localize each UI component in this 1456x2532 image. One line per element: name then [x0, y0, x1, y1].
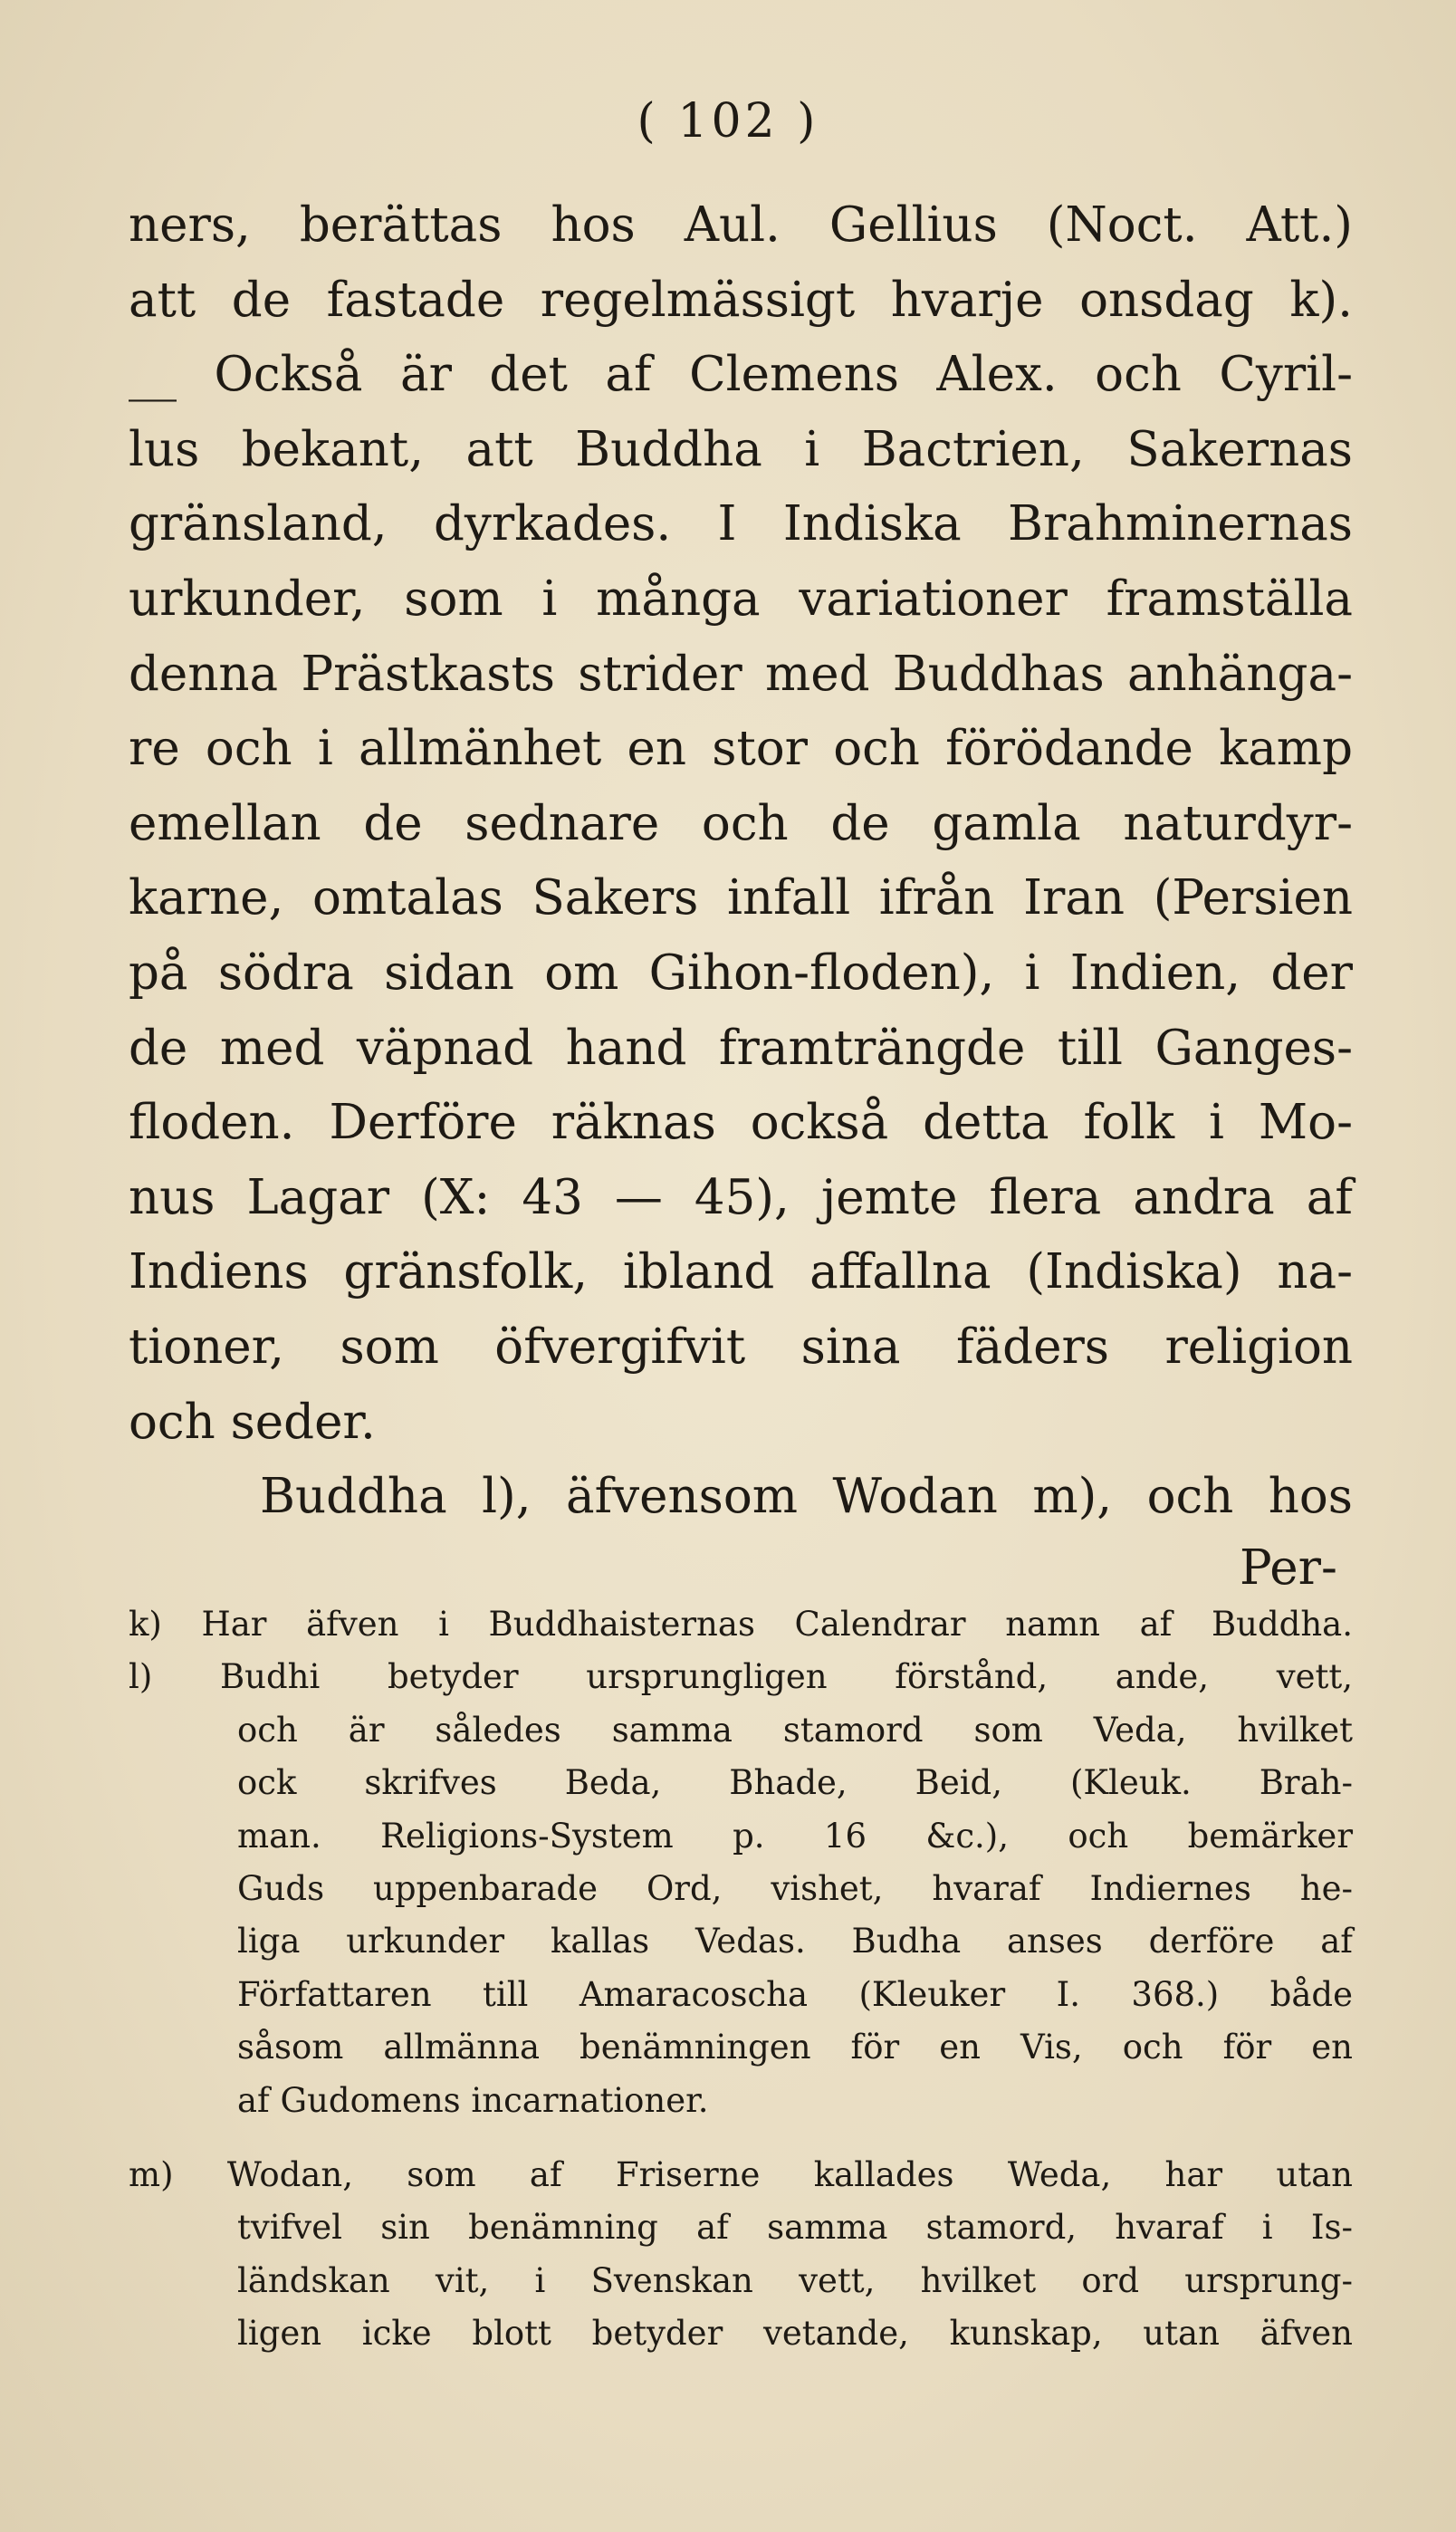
text-line: urkunder, som i många variationer framställa [129, 571, 1353, 627]
text-line: karne, omtalas Sakers infall ifrån Iran (Persien [129, 870, 1353, 926]
text-line: att de fastade regelmässigt hvarje onsdag k). [129, 272, 1353, 328]
text-line: lus bekant, att Buddha i Bactrien, Sakernas [129, 421, 1353, 477]
footnote-l-line: och är således samma stamord som Veda, hvilket [237, 1710, 1353, 1750]
text-line: denna Prästkasts strider med Buddhas anhänga- [129, 646, 1353, 702]
text-line: re och i allmänhet en stor och förödande kamp [129, 721, 1353, 777]
text-line: gränsland, dyrkades. I Indiska Brahminernas [129, 496, 1353, 552]
footnote-l-line: liga urkunder kallas Vedas. Budha anses derföre af [237, 1922, 1353, 1961]
text-line: nus Lagar (X: 43 — 45), jemte flera andra af [129, 1169, 1353, 1225]
footnote-l-line: man. Religions-System p. 16 &c.), och bemärker [237, 1816, 1353, 1856]
catchword: Per- [1240, 1540, 1337, 1596]
footnote-l-line: såsom allmänna benämningen för en Vis, och för en [237, 2028, 1353, 2067]
footnote-l-line: af Gudomens incarnationer. [237, 2080, 709, 2120]
footnote-l-line: l) Budhi betyder ursprungligen förstånd, ande, vett, [129, 1657, 1353, 1697]
text-line: emellan de sednare och de gamla naturdyr- [129, 795, 1353, 851]
text-line: Buddha l), äfvensom Wodan m), och hos [260, 1469, 1353, 1525]
text-line: på södra sidan om Gihon-floden), i Indien, der [129, 945, 1353, 1001]
footnote-l-line: Författaren till Amaracoscha (Kleuker I. 368.) både [237, 1974, 1353, 2014]
text-line: och seder. [129, 1394, 376, 1450]
main-text [129, 188, 1353, 1535]
footnote-m-line: ligen icke blott betyder vetande, kunskap, utan äfven [237, 2314, 1353, 2354]
footnote-m-line: m) Wodan, som af Friserne kallades Weda, har utan [129, 2154, 1353, 2194]
footnote-gap [129, 2127, 1353, 2149]
footnote-l-line: Guds uppenbarade Ord, vishet, hvaraf Indiernes he- [237, 1868, 1353, 1908]
text-line: Indiens gränsfolk, ibland affallna (Indiska) na- [129, 1244, 1353, 1300]
footnotes [129, 1598, 1353, 2360]
text-line: ners, berättas hos Aul. Gellius (Noct. Att.) [129, 197, 1353, 253]
text-line: tioner, som öfvergifvit sina fäders religion [129, 1319, 1353, 1375]
text-line: de med väpnad hand framträngde till Ganges- [129, 1020, 1353, 1076]
text-line: __ Också är det af Clemens Alex. och Cyril- [129, 347, 1353, 403]
page-number: ( 102 ) [637, 94, 819, 149]
footnote-l-line: ock skrifves Beda, Bhade, Beid, (Kleuk. Brah- [237, 1763, 1353, 1803]
footnote-k-line: k) Har äfven i Buddhaisternas Calendrar namn af Buddha. [129, 1605, 1353, 1644]
text-line: floden. Derföre räknas också detta folk i Mo- [129, 1095, 1353, 1151]
footnote-m-line: tvifvel sin benämning af samma stamord, hvaraf i Is- [237, 2208, 1353, 2248]
footnote-m-line: ländskan vit, i Svenskan vett, hvilket ord ursprung- [237, 2260, 1353, 2300]
